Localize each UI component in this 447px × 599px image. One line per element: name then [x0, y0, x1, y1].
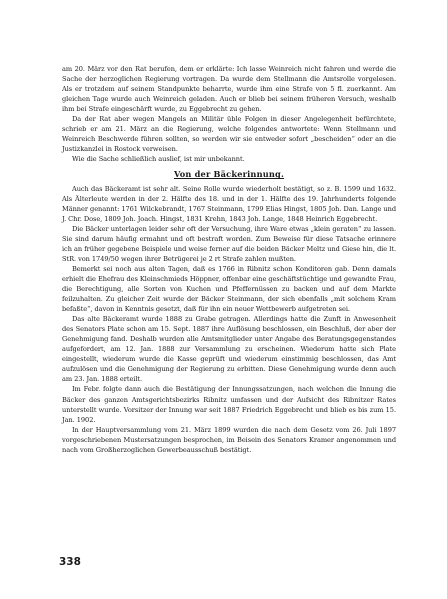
paragraph: Wie die Sache schließlich auslief, ist mir unbekannt. — [72, 155, 245, 164]
paragraph: In der Hauptversammlung vom 21. März 1899 wurden die nach dem Gesetz vom 26. Juli 1897 vorgeschriebenen Mustersatzungen besprochen, im Beisein des Senators Kramer angenommen und nach vom Großherzoglichen Gewerbeausschuß bestätigt. — [62, 425, 396, 454]
paragraph: Die Bäcker unterlagen leider sehr oft der Versuchung, ihre Ware etwas „klein geraten“ zu lassen. Sie sind darum häufig ermahnt und oft bestraft worden. Zum Beweise für diese Tatsache erinnere ich an früher gegebene Beispiele und weise ferner auf die beiden Bäcker Meltz und Giese hin, die lt. StR. von 1749/50 wegen ihrer Betrügerei je 2 rt Strafe zahlen mußten. — [62, 224, 396, 263]
paragraph: Im Febr. folgte dann auch die Bestätigung der Innungssatzungen, nach welchen die Innung die Bäcker des ganzen Amtsgerichtsbezirks Ribnitz umfassen und der Aufsicht des Ribnitzer Rates unterstellt wurde. Vorsitzer der Innung war seit 1887 Friedrich Eggebrecht und blieb es bis zum 15. Jan. 1902. — [62, 385, 396, 424]
page-number: 338 — [59, 556, 81, 568]
paragraph: Bemerkt sei noch aus alten Tagen, daß es 1766 in Ribnitz schon Konditoren gab. Denn damals erhielt die Ehefrau des Kleinschmieds Höppner, offenbar eine geschäftstüchtige und gewandte Frau, die Berechtigung, alle Sorten von Kuchen und Pfeffernüssen zu backen und auf dem Markte feilzuhalten. Zu gleicher Zeit wurde der Bäcker Steinmann, der sich ebenfalls „mit solchem Kram befaßte“, davon in Kenntnis gesetzt, daß für ihn ein neuer Wettbewerb aufgetreten sei. — [62, 264, 396, 314]
paragraph: Da der Rat aber wegen Mangels an Militär üble Folgen in dieser Angelegenheit befürchtete, schrieb er am 21. März an die Regierung, welche folgendes antwortete: Wenn Stellmann und Weinreich Beschwerde führen sollten, so werden wir sie entweder sofort „bescheiden“ oder an die Justizkanzlei in Rostock verweisen. — [62, 115, 396, 154]
section-heading — [62, 169, 396, 179]
paragraph: Auch das Bäckeramt ist sehr alt. Seine Rolle wurde wiederholt bestätigt, so z. B. 1599 und 1632. Als Älterleute werden in der 2. Hälfte des 18. und in der 1. Hälfte des 19. Jahrhunderts folgende Männer genannt: 1761 Wilckebrandt, 1767 Steinmann, 1799 Elias Hingst, 1805 Joh. Dan. Lange und J. Chr. Dose, 1809 Joh. Joach. Hingst, 1831 Krehn, 1843 Joh. Lange, 1848 Heinrich Eggebrecht. — [62, 184, 396, 223]
paragraph: am 20. März vor den Rat berufen, dem er erklärte: Ich lasse Weinreich nicht fahren und werde die Sache der herzoglichen Regierung vortragen. Da wurde dem Stellmann die Amtsrolle vorgelesen. Als er trotzdem auf seinem Standpunkte beharrte, wurde ihm eine Strafe von 5 fl. zuerkannt. Am gleichen Tage wurde auch Weinreich geladen. Auch er blieb bei seinem früheren Versuch, weshalb ihm bei Strafe eingeschärft wurde, zu Eggebrecht zu gehen. — [62, 65, 396, 114]
section-heading-text: Von der Bäckerinnung. — [173, 169, 285, 180]
paragraph: Das alte Bäckeramt wurde 1888 zu Grabe getragen. Allerdings hatte die Zunft in Anwesenheit des Senators Plate schon am 15. Sept. 1887 ihre Auflösung beschlossen, ein Beschluß, der aber der Genehmigung fand. Deshalb wurden alle Amtsmitglieder unter Angabe des Beratungsgegenstandes aufgefordert, am 12. Jan. 1888 zur Versammlung zu erscheinen. Wiederum hatte sich Plate eingestellt, wiederum wurde die Kasse geprüft und wiederum einstimmig beschlossen, das Amt aufzulösen und die Genehmigung der Regierung zu erbitten. Diese Genehmigung wurde denn auch am 23. Jan. 1888 erteilt. — [62, 315, 396, 384]
page-body — [62, 64, 396, 455]
